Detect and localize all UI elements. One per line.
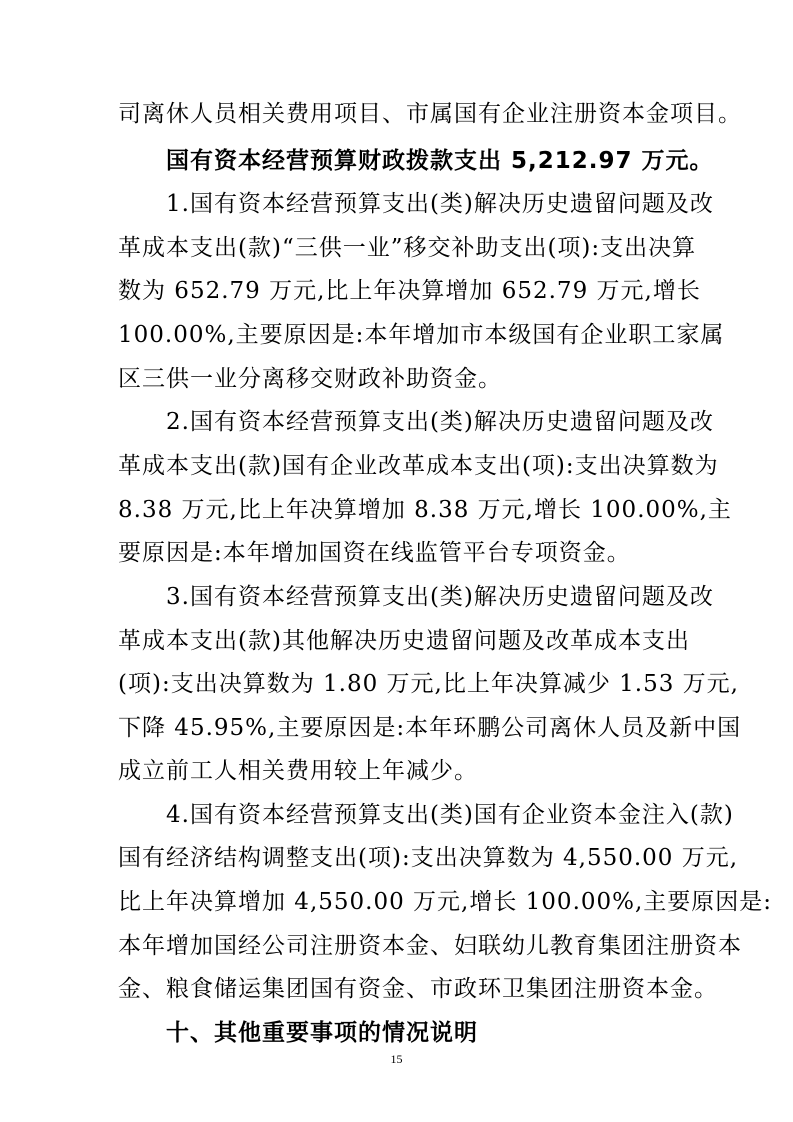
item-2-line-4: 要原因是:本年增加国资在线监管平台专项资金。	[118, 540, 631, 566]
item-2-line-2: 革成本支出(款)国有企业改革成本支出(项):支出决算数为	[118, 453, 719, 479]
item-4-line-4: 本年增加国经公司注册资本金、妇联幼儿教育集团注册资本	[118, 933, 742, 959]
item-1-line-3: 数为 652.79 万元,比上年决算增加 652.79 万元,增长	[118, 278, 701, 304]
section-heading: 国有资本经营预算财政拨款支出 5,212.97 万元。	[166, 148, 714, 174]
item-3-line-5: 成立前工人相关费用较上年减少。	[118, 758, 478, 784]
item-4-line-3: 比上年决算增加 4,550.00 万元,增长 100.00%,主要原因是:	[118, 889, 773, 915]
item-3-line-4: 下降 45.95%,主要原因是:本年环鹏公司离休人员及新中国	[118, 715, 742, 741]
item-1-line-4: 100.00%,主要原因是:本年增加市本级国有企业职工家属	[118, 322, 725, 348]
item-4-line-2: 国有经济结构调整支出(项):支出决算数为 4,550.00 万元,	[118, 845, 739, 871]
item-3-line-2: 革成本支出(款)其他解决历史遗留问题及改革成本支出	[118, 628, 690, 654]
item-1-line-1: 1.国有资本经营预算支出(类)解决历史遗留问题及改	[166, 191, 714, 217]
item-4-line-5: 金、粮食储运集团国有资金、市政环卫集团注册资本金。	[118, 976, 718, 1002]
item-4-line-1: 4.国有资本经营预算支出(类)国有企业资本金注入(款)	[166, 802, 734, 828]
item-3-line-3: (项):支出决算数为 1.80 万元,比上年决算减少 1.53 万元,	[118, 671, 739, 697]
section-heading-ten: 十、其他重要事项的情况说明	[166, 1020, 478, 1046]
item-1-line-2: 革成本支出(款)“三供一业”移交补助支出(项):支出决算	[118, 235, 697, 261]
item-2-line-1: 2.国有资本经营预算支出(类)解决历史遗留问题及改	[166, 409, 714, 435]
paragraph-continuation-line: 司离休人员相关费用项目、市属国有企业注册资本金项目。	[118, 101, 742, 127]
item-1-line-5: 区三供一业分离移交财政补助资金。	[118, 366, 502, 392]
item-3-line-1: 3.国有资本经营预算支出(类)解决历史遗留问题及改	[166, 584, 714, 610]
page-number: 15	[390, 1052, 403, 1066]
item-2-line-3: 8.38 万元,比上年决算增加 8.38 万元,增长 100.00%,主	[118, 497, 732, 523]
